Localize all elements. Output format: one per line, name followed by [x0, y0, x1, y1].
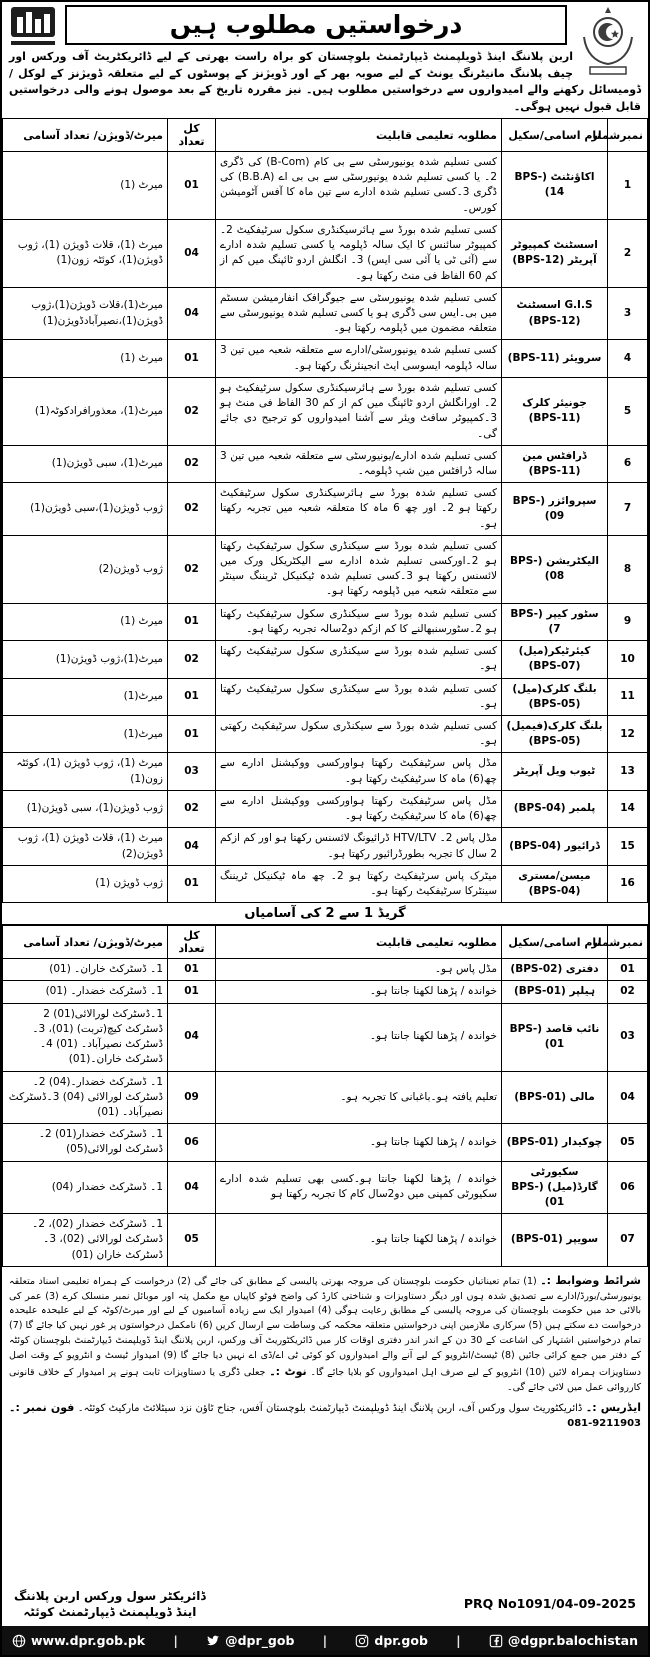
cell-qualification: کسی تسلیم شدہ ادارے/یونیورسٹی سے متعلقہ شعبہ میں تین 3 سالہ ڈرافٹس مین شپ ڈپلومہ۔: [216, 445, 502, 482]
cell-merit: میرٹ(1)، معذورافرادکوٹہ(1): [3, 377, 168, 445]
cell-merit: میرٹ (1): [3, 340, 168, 377]
cell-post: بلنگ کلرک(میل) (BPS-05): [502, 678, 608, 715]
header-serial: نمبرشمار: [608, 926, 648, 959]
header-merit: میرٹ/ڈویژن/ تعداد آسامی: [3, 926, 168, 959]
cell-serial: 07: [608, 1214, 648, 1267]
header-post: نام اسامی/سکیل: [502, 926, 608, 959]
signature-line1: ڈائریکٹر سول ورکس اربن پلاننگ: [14, 1588, 206, 1603]
cell-serial: 10: [608, 641, 648, 678]
cell-count: 01: [168, 865, 216, 902]
cell-serial: 11: [608, 678, 648, 715]
cell-count: 09: [168, 1071, 216, 1124]
table-row: [3, 716, 648, 753]
cell-merit: 1۔ ڈسٹرکٹ خضدار (02)، 2۔ڈسٹرکٹ لورالائی (02)، 3۔ ڈسٹرکٹ خاران (01): [3, 1214, 168, 1267]
cell-merit: میرٹ(1): [3, 678, 168, 715]
grade-4-14-posts-table: [2, 118, 648, 903]
table-row: [3, 828, 648, 865]
cell-merit: ژوب ڈویژن (1): [3, 865, 168, 902]
phone-number: 081-9211903: [567, 1418, 641, 1430]
cell-post: بلنگ کلرک(فیمیل) (BPS-05): [502, 716, 608, 753]
header-count: کل تعداد: [168, 926, 216, 959]
cell-merit: 1۔ڈسٹرکٹ لورالائی(01) 2 ڈسٹرکٹ کیچ(تربت) (01)، 3۔ڈسٹرکٹ نصیرآباد۔ (01) 4۔ ڈسٹرکٹ خاران۔(01): [3, 1003, 168, 1071]
cell-post: الیکٹریشن (BPS-08): [502, 535, 608, 603]
cell-post: پلمبر (BPS-04): [502, 790, 608, 827]
table-row: [3, 1071, 648, 1124]
cell-serial: 02: [608, 981, 648, 1003]
table-row: [3, 219, 648, 287]
cell-merit: 1۔ ڈسٹرکٹ خضدار۔ (01): [3, 981, 168, 1003]
cell-post: چوکیدار (BPS-01): [502, 1124, 608, 1161]
cell-post: G.I.S اسسٹنٹ (BPS-12): [502, 287, 608, 340]
footer-twitter: @dpr_gob: [225, 1633, 295, 1648]
cell-serial: 8: [608, 535, 648, 603]
table-row: [3, 340, 648, 377]
cell-count: 02: [168, 641, 216, 678]
cell-qualification: کسی تسلیم شدہ بورڈ سے سیکنڈری سکول سرٹیفکیٹ رکھتا ہو 2۔سٹورسنبھالنے کا کم ازکم دو2سالہ تجربہ رکھتا ہو۔: [216, 603, 502, 640]
cell-post: ڈرائیور (BPS-04): [502, 828, 608, 865]
cell-qualification: مڈل پاس ہو۔: [216, 959, 502, 981]
cell-post: نائب قاصد (BPS-01): [502, 1003, 608, 1071]
cell-post: جونیئر کلرک (BPS-11): [502, 377, 608, 445]
cell-qualification: خواندہ / پڑھنا لکھنا جانتا ہو۔: [216, 981, 502, 1003]
cell-merit: 1۔ ڈسٹرکٹ خضدار(01) 2۔ڈسٹرکٹ لورالائی(05): [3, 1124, 168, 1161]
cell-serial: 12: [608, 716, 648, 753]
cell-merit: میرٹ (1)، قلات ڈویژن (1)، ژوب ڈویژن(1)، کوئٹہ زون(1): [3, 219, 168, 287]
address-text: ڈائریکٹوریٹ سول ورکس آف، اربن پلاننگ اینڈ ڈویلپمنٹ ڈیپارٹمنٹ بلوچستان آفس، جناح ٹاؤن نزد سیٹلائٹ مارکیٹ کوئٹہ۔: [77, 1402, 583, 1414]
cell-serial: 04: [608, 1071, 648, 1124]
cell-merit: ژوب ڈویژن(1)، سبی ڈویژن(1): [3, 790, 168, 827]
table-row: [3, 678, 648, 715]
note-label: نوٹ :۔: [269, 1365, 307, 1379]
cell-count: 04: [168, 828, 216, 865]
cell-post: سٹور کیپر (BPS-7): [502, 603, 608, 640]
footer-app: dpr.gob: [374, 1633, 428, 1648]
cell-merit: ژوب ڈویژن(2): [3, 535, 168, 603]
cell-merit: میرٹ (1): [3, 603, 168, 640]
footer-facebook: @dgpr.balochistan: [507, 1633, 638, 1648]
cell-post: کیئرٹیکر(میل) (BPS-07): [502, 641, 608, 678]
cell-count: 01: [168, 981, 216, 1003]
table-row: [3, 1003, 648, 1071]
terms-and-conditions: [2, 1267, 648, 1398]
cell-serial: 3: [608, 287, 648, 340]
cell-merit: 1۔ ڈسٹرکٹ خضدار۔(04) 2۔ ڈسٹرکٹ لورالائی (04) 3۔ڈسٹرکٹ نصیرآباد۔ (01): [3, 1071, 168, 1124]
cell-qualification: خواندہ / پڑھنا لکھنا جانتا ہو۔: [216, 1003, 502, 1071]
cell-qualification: مڈل پاس 2۔ HTV/LTV ڈرائیونگ لائسنس رکھتا ہو اور کم ازکم 2 سال کا تجربہ بطورڈرائیور رکھتا ہو۔: [216, 828, 502, 865]
cell-qualification: کسی تسلیم شدہ بورڈ سے ہائرسیکنڈری سکول سرٹیفکیٹ رکھتا ہو 2۔ اور چھ 6 ماہ کا متعلقہ شعبہ میں تجربہ رکھتا ہو۔: [216, 483, 502, 536]
cell-qualification: میٹرک پاس سرٹیفکیٹ رکھتا ہو 2۔ چھ ماہ ٹیکنیکل ٹریننگ سینٹرکا سرٹیفکیٹ رکھتا ہو۔: [216, 865, 502, 902]
cell-serial: 06: [608, 1161, 648, 1214]
cell-post: اکاؤنٹنٹ (BPS-14): [502, 152, 608, 220]
grade-1-2-posts-table: [2, 925, 648, 1267]
terms-text: (1) تمام تعیناتیاں حکومت بلوچستان کی مروجہ بھرتی پالیسی کے مطابق کی جائے گی (2) درخواست کے ہمراہ تعلیمی اسناد متعلقہ یونیورسٹی/بورڈ/ادارے سے تصدیق شدہ ہوں اور دیگر دستاویزات و شناختی کارڈ کی واضح فوٹو کاپیاں مع مکمل پتہ اور موبائل نمبر منسلک کرے (3) عمر کی بالائی حد میں حکومت بلوچستان کی مروجہ پالیسی کے مطابق رعایت ہوگی (4) امیدوار ایک سے زیادہ آسامیوں کے لیے اور میرٹ/کوٹہ کے لیے علیحدہ علیحدہ درخواست دے سکتے ہیں (5) سرکاری ملازمین اپنی درخواستیں متعلقہ محکمہ کی وساطت سے ارسال کریں (6) نامکمل درخواستوں پر غور نہیں کیا جائے گا (7) تمام درخواستیں اشتہار کی اشاعت کے 30 دن کے اندر اندر دفتری اوقات کار میں ڈائریکٹوریٹ آف ورکس، اربن پلاننگ اینڈ ڈویلپمنٹ ڈیپارٹمنٹ بلوچستان کوئٹہ کے دفتر میں جمع کرائی جائیں (8) ٹیسٹ/انٹرویو کے لیے آنے والے امیدواروں کو کوئی ٹی اے/ڈی اے نہیں دیا جائے گا (9) امیدوار ٹیسٹ و انٹرویو کے وقت اصل دستاویزات ہمراہ لائیں (10) انٹرویو کے لیے صرف اہل امیدواروں کو بلایا جائے گا۔: [9, 1275, 642, 1379]
twitter-icon: [206, 1634, 220, 1648]
department-logo-icon: [7, 5, 59, 47]
table-row: [3, 445, 648, 482]
cell-count: 01: [168, 716, 216, 753]
cell-post: اسسٹنٹ کمپیوٹر آپریٹر (BPS-12): [502, 219, 608, 287]
cell-count: 02: [168, 377, 216, 445]
cell-serial: 1: [608, 152, 648, 220]
header-post: نام اسامی/سکیل: [502, 119, 608, 152]
address-label: ایڈریس :۔: [585, 1400, 641, 1414]
cell-merit: میرٹ(1): [3, 716, 168, 753]
cell-count: 04: [168, 219, 216, 287]
bottom-row: [2, 1586, 648, 1626]
cell-serial: 16: [608, 865, 648, 902]
cell-merit: میرٹ (1)، ژوب ڈویژن (1)، کوئٹہ زون(1): [3, 753, 168, 790]
cell-serial: 7: [608, 483, 648, 536]
table-row: [3, 790, 648, 827]
cell-serial: 6: [608, 445, 648, 482]
cell-qualification: خواندہ / پڑھنا لکھنا جانتا ہو۔: [216, 1214, 502, 1267]
footer-twitter-item: [206, 1633, 294, 1648]
cell-merit: میرٹ (1): [3, 152, 168, 220]
cell-count: 03: [168, 753, 216, 790]
cell-merit: 1۔ ڈسٹرکٹ خاران۔ (01): [3, 959, 168, 981]
cell-merit: میرٹ(1)،ژوب ڈویژن(1): [3, 641, 168, 678]
address-line: [2, 1398, 648, 1436]
cell-count: 02: [168, 535, 216, 603]
cell-post: میسن/مستری (BPS-04): [502, 865, 608, 902]
cell-qualification: کسی تسلیم شدہ بورڈ سے ہائرسیکنڈری سکول سرٹیفکیٹ ہو 2۔ اورانگلش اردو ٹائپنگ میں کم از کم 30 الفاظ فی منٹ ہو 3۔کمپیوٹر سافٹ ویئر سے آشنا امیدواروں کو ترجیح دی جائے گی۔: [216, 377, 502, 445]
header-qualification: مطلوبہ تعلیمی قابلیت: [216, 119, 502, 152]
cell-count: 04: [168, 1003, 216, 1071]
cell-qualification: مڈل پاس سرٹیفکیٹ رکھتا ہواورکسی ووکیشنل ادارے سے چھ(6) ماہ کا سرٹیفکیٹ رکھتا ہو۔: [216, 753, 502, 790]
table-row: [3, 981, 648, 1003]
footer-app-item: [355, 1633, 428, 1648]
cell-count: 02: [168, 483, 216, 536]
footer-separator: |: [456, 1633, 461, 1648]
footer-separator: |: [173, 1633, 178, 1648]
cell-merit: میرٹ (1)، قلات ڈویژن (1)، ژوب ڈویژن(2): [3, 828, 168, 865]
signature-block: [14, 1588, 206, 1620]
cell-qualification: کسی تسلیم شدہ بورڈ سے سیکنڈری سکول سرٹیفکیٹ رکھتا ہو۔: [216, 641, 502, 678]
cell-qualification: خواندہ / پڑھنا لکھنا جانتا ہو۔: [216, 1124, 502, 1161]
terms-label: شرائط وضوابط :۔: [540, 1273, 641, 1287]
cell-qualification: کسی تسلیم شدہ بورڈ سے سیکنڈری سکول سرٹیفکیٹ رکھتا ہو 2۔اورکسی تسلیم شدہ ادارے سے الیکٹریکل ورک میں لائسنس رکھتا ہو 3۔کسی تسلیم شدہ ٹیکنیکل ٹریننگ سینٹر سے متعلقہ شعبہ میں ڈپلومہ رکھتا ہو۔: [216, 535, 502, 603]
cell-post: مالی (BPS-01): [502, 1071, 608, 1124]
cell-merit: میرٹ(1)،قلات ڈویژن(1)،ژوب ڈویژن(1)،نصیرآبادڈویژن(1): [3, 287, 168, 340]
cell-post: سویپر (BPS-01): [502, 1214, 608, 1267]
cell-serial: 03: [608, 1003, 648, 1071]
cell-qualification: کسی تسلیم شدہ بورڈ سے سیکنڈری سکول سرٹیفکیٹ رکھتی ہو۔: [216, 716, 502, 753]
cell-merit: 1۔ ڈسٹرکٹ خضدار (04): [3, 1161, 168, 1214]
cell-post: ہیلپر (BPS-01): [502, 981, 608, 1003]
cell-qualification: کسی تسلیم شدہ بورڈ سے سیکنڈری سکول سرٹیفکیٹ رکھتا ہو۔: [216, 678, 502, 715]
footer-bar: [2, 1626, 648, 1655]
cell-post: ڈرافٹس مین (BPS-11): [502, 445, 608, 482]
cell-qualification: کسی تسلیم شدہ یونیورسٹی سے بی کام (B-Com) کی ڈگری 2۔ یا کسی تسلیم شدہ یونیورسٹی سے بی بی اے (B.B.A) کی ڈگری 3۔کسی تسلیم شدہ ادارے سے تین ماہ کا آفس آٹومیشن کورس۔: [216, 152, 502, 220]
cell-qualification: کسی تسلیم شدہ یونیورسٹی سے جیوگرافک انفارمیشن سسٹم میں بی۔ایس سی ڈگری ہو یا کسی تسلیم شدہ یونیورسٹی سے متعلقہ مضمون میں ڈپلومہ رکھتا ہو۔: [216, 287, 502, 340]
masthead: [2, 2, 648, 118]
footer-separator: |: [322, 1633, 328, 1648]
prq-number: PRQ No1091/04-09-2025: [463, 1596, 636, 1612]
instagram-icon: [355, 1634, 369, 1648]
cell-qualification: کسی تسلیم شدہ یونیورسٹی/ادارے سے متعلقہ شعبہ میں تین 3 سالہ ڈپلومہ ایسوسی ایٹ انجینئرنگ رکھتا ہو۔: [216, 340, 502, 377]
table-row: [3, 753, 648, 790]
table-row: [3, 865, 648, 902]
footer-website-item: [12, 1633, 145, 1648]
facebook-icon: [489, 1634, 503, 1648]
cell-post: سرویئر (BPS-11): [502, 340, 608, 377]
cell-qualification: کسی تسلیم شدہ بورڈ سے ہائرسیکنڈری سکول سرٹیفکیٹ 2۔کمپیوٹر سائنس کا ایک سالہ ڈپلومہ یا کسی تسلیم شدہ ادارے سے (آئی ٹی یا آئی سی ایس) 3۔ انگلش اردو ٹائپنگ میں کم از کم 60 الفاظ فی منٹ رکھتا ہو۔: [216, 219, 502, 287]
grade-separator: گریڈ 1 سے 2 کی آسامیاں: [2, 903, 648, 925]
table-row: [3, 1124, 648, 1161]
cell-count: 04: [168, 1161, 216, 1214]
government-crest-icon: [573, 5, 643, 79]
cell-merit: میرٹ(1)، سبی ڈویژن(1): [3, 445, 168, 482]
cell-post: ٹیوب ویل آپریٹر: [502, 753, 608, 790]
cell-serial: 13: [608, 753, 648, 790]
table-header-row: [3, 926, 648, 959]
cell-serial: 4: [608, 340, 648, 377]
header-count: کل تعداد: [168, 119, 216, 152]
cell-serial: 05: [608, 1124, 648, 1161]
cell-count: 02: [168, 445, 216, 482]
table-row: [3, 377, 648, 445]
table-header-row: [3, 119, 648, 152]
note-text: جعلی ڈگری یا دستاویزات ثابت ہونے پر امیدوار کے خلاف قانونی کارروائی عمل میں لائی جائے گی۔: [9, 1367, 641, 1393]
cell-post: سپروائزر (BPS-09): [502, 483, 608, 536]
cell-serial: 9: [608, 603, 648, 640]
cell-count: 01: [168, 603, 216, 640]
cell-serial: 5: [608, 377, 648, 445]
cell-count: 04: [168, 287, 216, 340]
cell-qualification: تعلیم یافتہ ہو۔باغبانی کا تجربہ ہو۔: [216, 1071, 502, 1124]
cell-serial: 14: [608, 790, 648, 827]
intro-paragraph: اربن پلاننگ اینڈ ڈویلپمنٹ ڈیپارٹمنٹ بلوچستان کو براہ راست بھرتی کے لیے ڈائریکٹریٹ آف ورکس اور چیف پلاننگ مانیٹرنگ یونٹ کے لیے صوبہ بھر کے اور ڈویژنز کے پوسٹوں کے لیے متعلقہ ڈویژنز کے لوکل / ڈومیسائل رکھنے والے امیدواروں سے درخواستیں مطلوب ہیں۔ نیز مقررہ تاریخ کے بعد موصول ہونے والی درخواستیں قابل قبول نہیں ہوگی۔: [9, 50, 641, 113]
cell-count: 05: [168, 1214, 216, 1267]
page-title: درخواستیں مطلوب ہیں: [65, 5, 567, 45]
header-merit: میرٹ/ڈویژن/ تعداد آسامی: [3, 119, 168, 152]
table-row: [3, 959, 648, 981]
cell-post: سکیورٹی گارڈ(میل) (BPS-01): [502, 1161, 608, 1214]
table-row: [3, 603, 648, 640]
cell-merit: ژوب ڈویژن(1)،سبی ڈویژن(1): [3, 483, 168, 536]
cell-count: 06: [168, 1124, 216, 1161]
footer-facebook-item: [489, 1633, 638, 1648]
table-row: [3, 152, 648, 220]
cell-qualification: خواندہ / پڑھنا لکھنا جانتا ہو۔کسی بھی تسلیم شدہ ادارے سکیورٹی کمپنی میں دو2سال کام کا تجربہ رکھتا ہو: [216, 1161, 502, 1214]
table-row: [3, 641, 648, 678]
table-row: [3, 1161, 648, 1214]
cell-qualification: مڈل پاس سرٹیفکیٹ رکھتا ہواورکسی ووکیشنل ادارے سے چھ(6) ماہ کا سرٹیفکیٹ رکھتا ہو۔: [216, 790, 502, 827]
cell-serial: 2: [608, 219, 648, 287]
globe-icon: [12, 1634, 26, 1648]
table-row: [3, 535, 648, 603]
cell-count: 01: [168, 678, 216, 715]
table-row: [3, 287, 648, 340]
table-row: [3, 483, 648, 536]
phone-label: فون نمبر :۔: [9, 1400, 75, 1414]
signature-line2: اینڈ ڈویلپمنٹ ڈیپارٹمنٹ کوئٹہ: [23, 1604, 197, 1619]
cell-serial: 01: [608, 959, 648, 981]
cell-post: دفتری (BPS-02): [502, 959, 608, 981]
header-qualification: مطلوبہ تعلیمی قابلیت: [216, 926, 502, 959]
header-serial: نمبرشمار: [608, 119, 648, 152]
table-row: [3, 1214, 648, 1267]
cell-count: 01: [168, 152, 216, 220]
cell-count: 02: [168, 790, 216, 827]
cell-serial: 15: [608, 828, 648, 865]
cell-count: 01: [168, 340, 216, 377]
cell-count: 01: [168, 959, 216, 981]
footer-website: www.dpr.gob.pk: [31, 1633, 146, 1648]
